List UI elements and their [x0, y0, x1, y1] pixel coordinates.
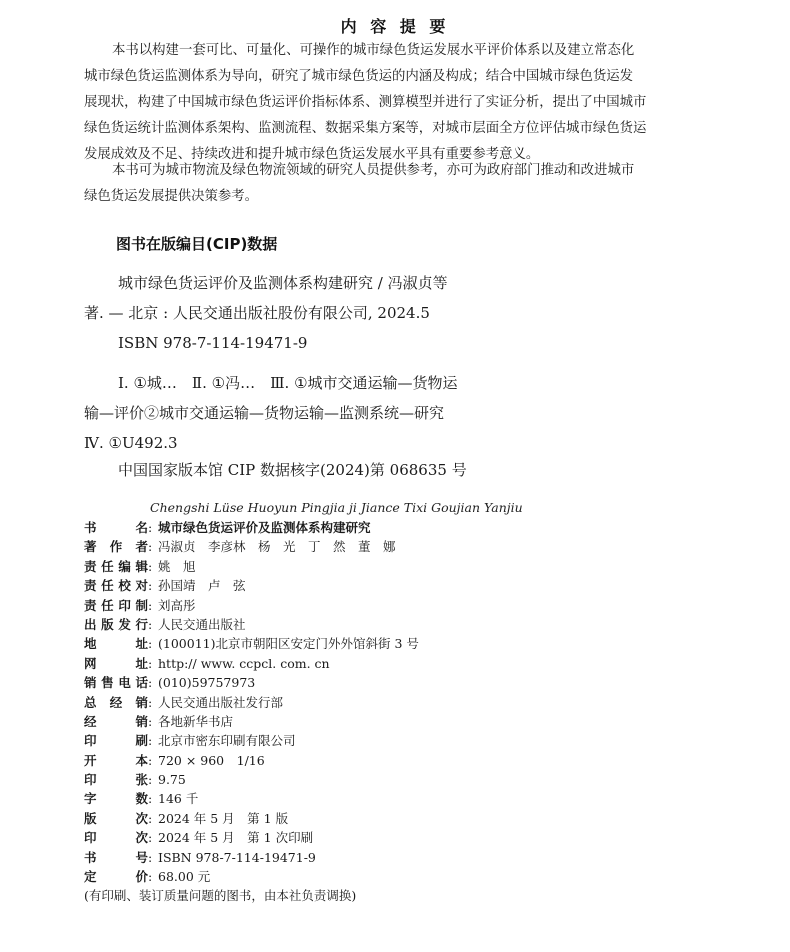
- cip-number: [84, 455, 724, 485]
- pinyin-title: Chengshi Lüse Huoyun Pingjia ji Jiance Tixi Goujian Yanjiu: [150, 500, 523, 515]
- colophon-row-seller: 经 销 : 各地新华书店: [84, 713, 234, 729]
- abstract-line: 绿色货运发展提供决策参考。: [84, 189, 259, 204]
- cip-record: [84, 268, 724, 358]
- colophon-row-proofreader: 责任校对 : 孙国靖 卢 弦: [84, 578, 246, 594]
- colophon-row-isbn: 书 号 : ISBN 978-7-114-19471-9: [84, 849, 316, 865]
- colophon-row-title: 书 名 : 城市绿色货运评价及监测体系构建研究: [84, 520, 371, 535]
- cip-line: 输—评价②城市交通运输—货物运输—监测系统—研究: [84, 404, 445, 422]
- colophon-row-phone: 销售电话 : (010)59757973: [84, 675, 256, 691]
- cip-line: 著. — 北京 : 人民交通出版社股份有限公司, 2024.5: [84, 304, 430, 322]
- colophon-row-edition: 版 次 : 2024 年 5 月 第 1 版: [84, 810, 289, 826]
- colophon-row-sheets: 印 张 : 9.75: [84, 772, 186, 788]
- abstract-line: 城市绿色货运监测体系为导向，研究了城市绿色货运的内涵及构成；结合中国城市绿色货运发: [84, 69, 634, 84]
- cip-heading: 图书在版编目(CIP)数据: [116, 235, 278, 253]
- abstract-line: 绿色货运统计监测体系架构、监测流程、数据采集方案等，对城市层面全方位评估城市绿色货运: [84, 121, 647, 136]
- colophon-row-printer: 印 刷 : 北京市密东印刷有限公司: [84, 733, 296, 749]
- colophon-row-format: 开 本 : 720 × 960 1/16: [84, 752, 265, 768]
- cip-line: Ⅳ. ①U492.3: [84, 434, 178, 452]
- cip-line: Ⅰ. ①城… Ⅱ. ①冯… Ⅲ. ①城市交通运输—货物运: [118, 374, 458, 392]
- colophon-row-address: 地 址 : (100011)北京市朝阳区安定门外外馆斜街 3 号: [84, 636, 419, 652]
- quality-note: (有印刷、装订质量问题的图书，由本社负责调换): [84, 888, 357, 904]
- cip-line: 城市绿色货运评价及监测体系构建研究 / 冯淑贞等: [118, 274, 448, 292]
- abstract-line: 展现状，构建了中国城市绿色货运评价指标体系、测算模型并进行了实证分析，提出了中国城市: [84, 95, 647, 110]
- colophon-row-publisher: 出版发行 : 人民交通出版社: [84, 616, 246, 632]
- colophon-row-word-count: 字 数 : 146 千: [84, 791, 199, 807]
- colophon-row-website: 网 址 : http:// www. ccpcl. com. cn: [84, 655, 330, 671]
- abstract-line: 本书以构建一套可比、可量化、可操作的城市绿色货运发展水平评价体系以及建立常态化: [112, 43, 635, 58]
- abstract-heading: 内 容 提 要: [340, 17, 450, 36]
- colophon-row-authors: 著 作 者 : 冯淑贞 李彦林 杨 光 丁 然 董 娜: [84, 539, 396, 555]
- colophon-row-price: 定 价 : 68.00 元: [84, 869, 211, 885]
- colophon-row-printing: 印 次 : 2024 年 5 月 第 1 次印刷: [84, 830, 314, 846]
- abstract-line: 本书可为城市物流及绿色物流领域的研究人员提供参考，亦可为政府部门推动和改进城市: [112, 163, 635, 178]
- abstract-line: 发展成效及不足、持续改进和提升城市绿色货运发展水平具有重要参考意义。: [84, 147, 540, 162]
- colophon: [84, 518, 724, 906]
- cip-line: ISBN 978-7-114-19471-9: [118, 334, 308, 352]
- abstract-paragraph-1: [84, 38, 714, 168]
- colophon-row-editor: 责任编辑 : 姚 旭: [84, 558, 196, 574]
- colophon-row-distributor: 总 经 销 : 人民交通出版社发行部: [84, 694, 284, 710]
- cip-line: 中国国家版本馆 CIP 数据核字(2024)第 068635 号: [118, 461, 467, 479]
- colophon-row-print-supervisor: 责任印制 : 刘高彤: [84, 597, 196, 613]
- abstract-paragraph-2: [84, 158, 714, 210]
- cip-classification: [84, 368, 724, 458]
